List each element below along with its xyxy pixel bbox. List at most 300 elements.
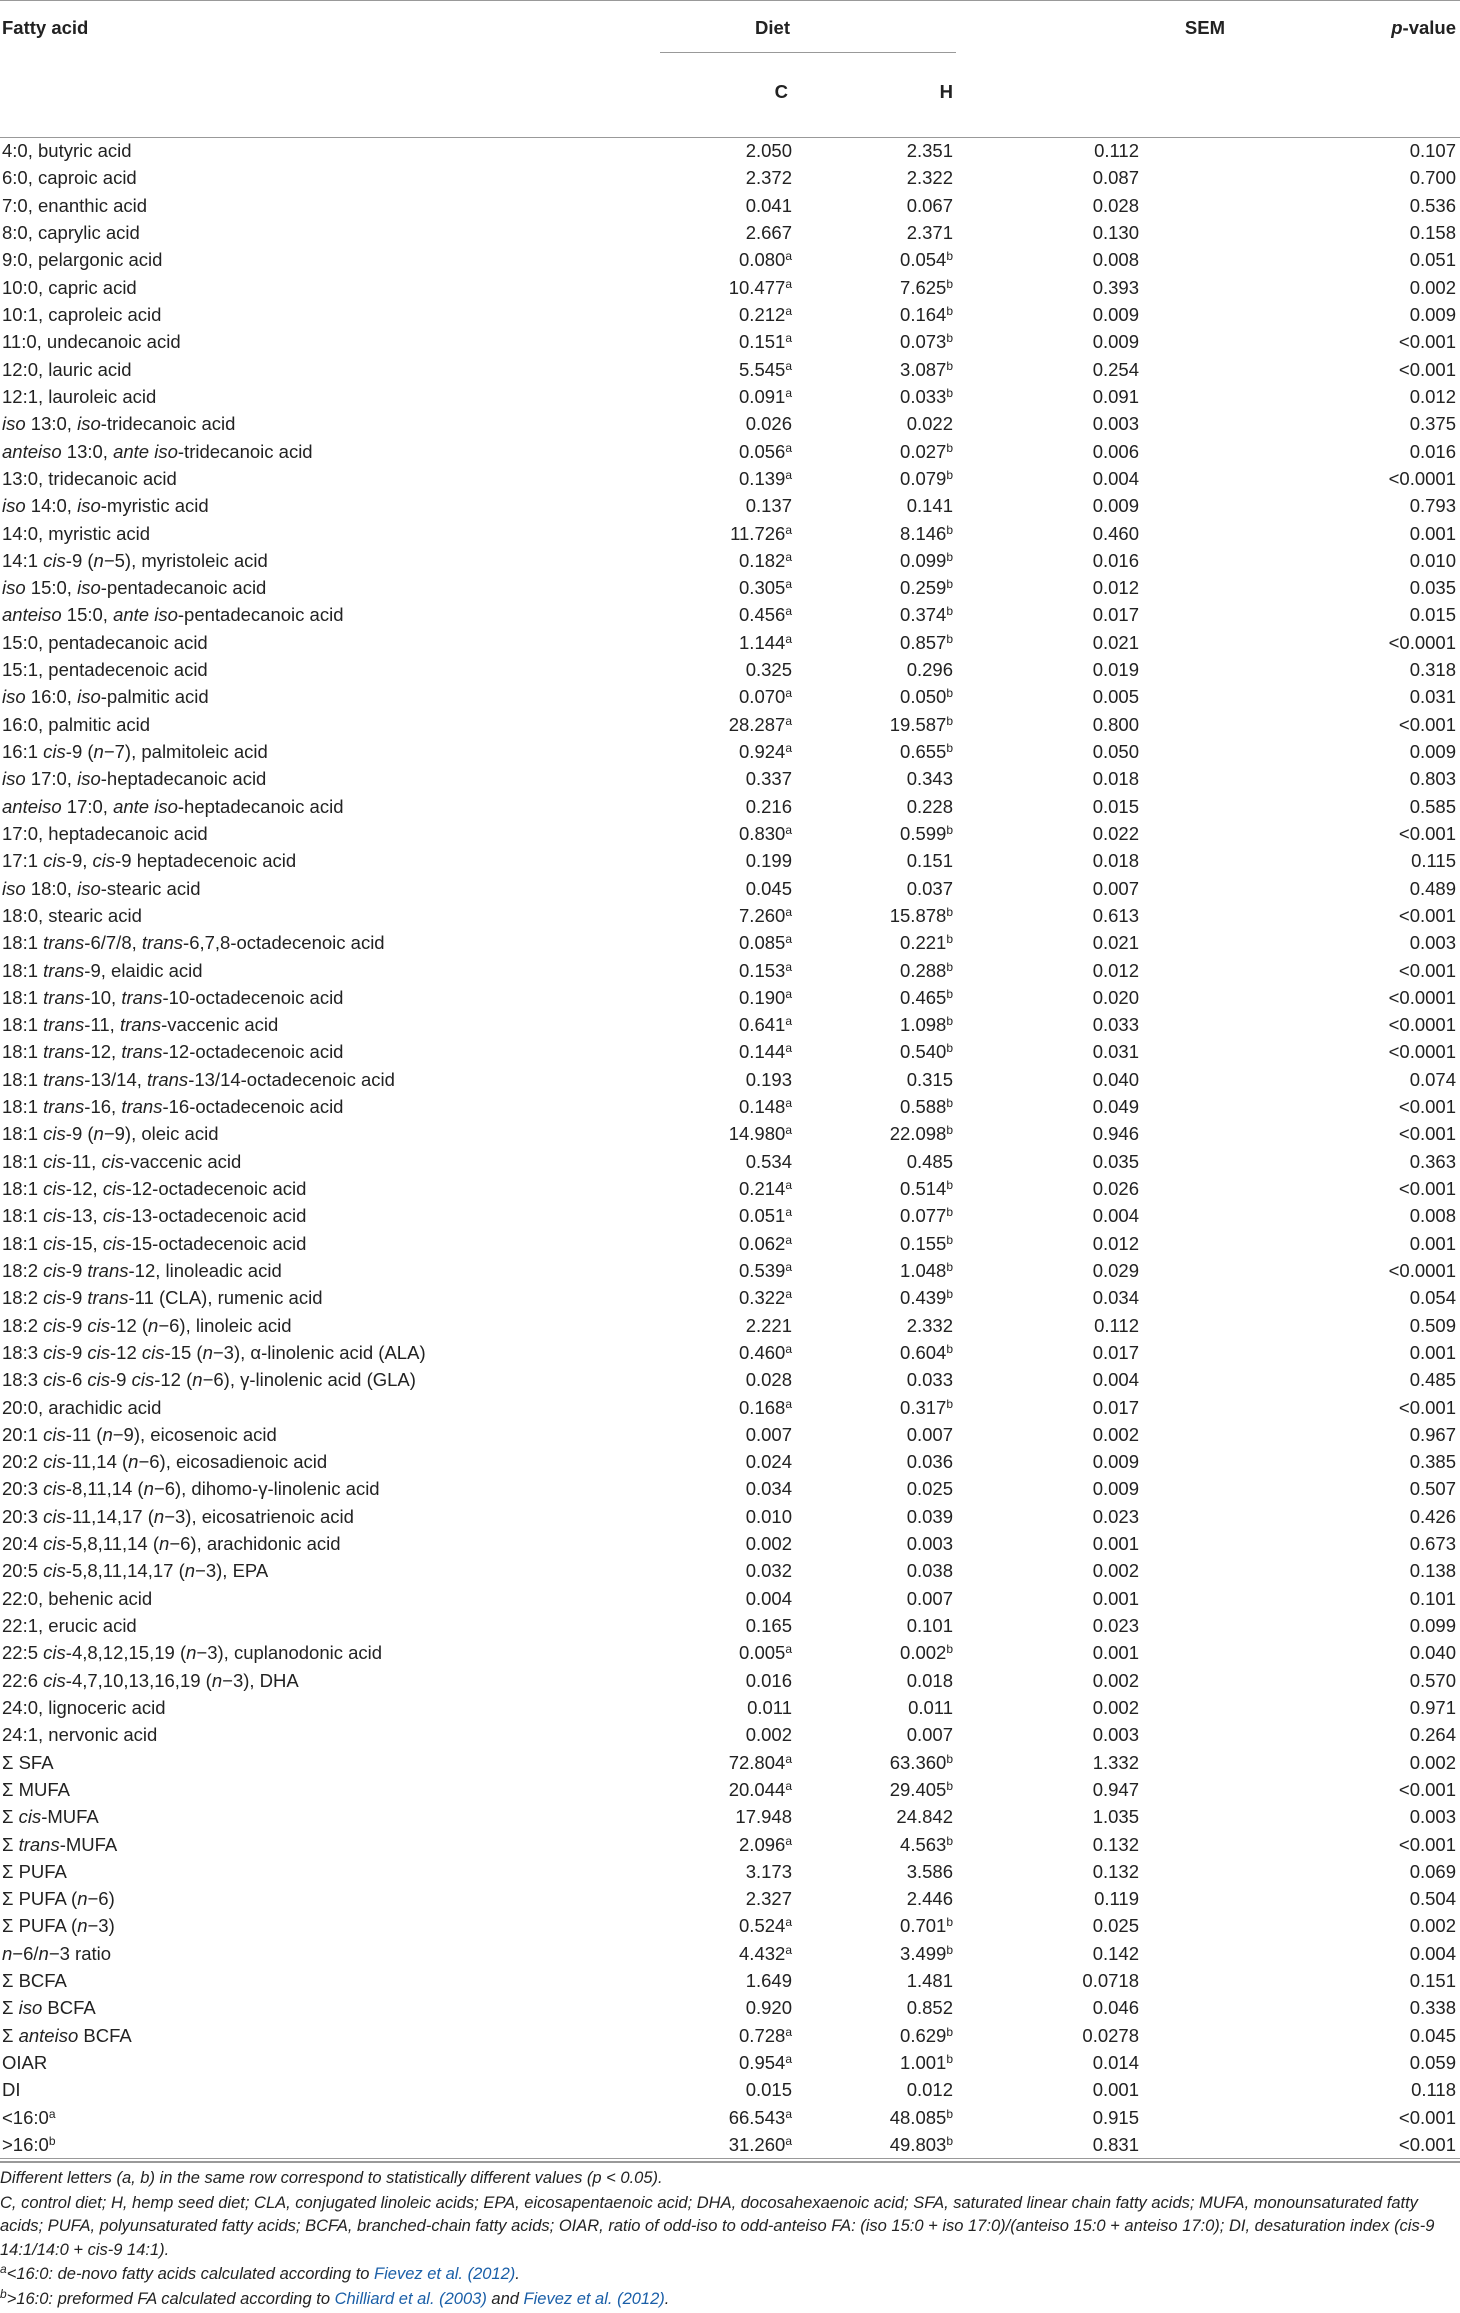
sem-cell-value: 0.002: [1092, 1696, 1140, 1718]
significance-letter: b: [946, 2106, 954, 2121]
diet-h-cell: [814, 602, 957, 629]
name-segment: −6), eicosadienoic acid: [138, 1451, 328, 1473]
significance-letter: a: [785, 440, 792, 455]
citation-link-chilliard-2003[interactable]: Chilliard et al. (2003): [334, 2289, 487, 2308]
diet-h-cell: [814, 1558, 957, 1585]
pvalue-cell-value: 0.002: [1409, 276, 1457, 298]
name-segment: cis: [43, 1533, 66, 1555]
pvalue-cell: [1229, 1967, 1460, 1994]
significance-letter: a: [785, 549, 792, 564]
name-segment: -15,: [65, 1232, 103, 1254]
sem-cell: [957, 1449, 1229, 1476]
citation-link-fievez-2012[interactable]: Fievez et al. (2012): [374, 2265, 516, 2284]
sem-cell: [957, 711, 1229, 738]
sem-cell: [957, 1612, 1229, 1639]
diet-h-cell-value: 0.629: [900, 2024, 947, 2046]
name-segment: 15:1, pentadecenoic acid: [2, 659, 208, 681]
fatty-acid-name: [0, 820, 588, 847]
diet-h-cell-value: 0.465: [900, 986, 947, 1008]
diet-h-cell: [814, 930, 957, 957]
diet-h-cell-value: 4.563: [900, 1833, 947, 1855]
name-segment: 22:5: [2, 1642, 44, 1664]
sem-cell: [957, 1722, 1229, 1749]
pvalue-cell: [1229, 2077, 1460, 2104]
diet-c-cell: [588, 957, 814, 984]
sem-cell-value: 0.254: [1092, 358, 1140, 380]
name-segment: 16:0,: [25, 686, 78, 708]
pvalue-cell: [1229, 520, 1460, 547]
fatty-acid-name: [0, 465, 588, 492]
significance-letter: a: [785, 1642, 792, 1657]
pvalue-cell-value: 0.536: [1409, 194, 1457, 216]
name-segment: cis: [43, 1287, 66, 1309]
name-segment: cis: [87, 1314, 110, 1336]
table-row: [0, 902, 1460, 929]
sem-cell: [957, 1558, 1229, 1585]
diet-h-cell-value: 1.481: [906, 1970, 954, 1992]
header-pvalue-rest: -value: [1402, 17, 1457, 38]
diet-c-cell-value: 0.199: [745, 850, 792, 872]
fatty-acid-name: [0, 1913, 588, 1940]
table-row: [0, 138, 1460, 165]
name-segment: cis: [43, 1123, 66, 1145]
diet-c-cell-value: 2.372: [745, 167, 792, 189]
fatty-acid-name: [0, 547, 588, 574]
pvalue-cell: [1229, 274, 1460, 301]
sem-cell: [957, 2022, 1229, 2049]
pvalue-cell: [1229, 1230, 1460, 1257]
diet-h-cell-value: 0.374: [900, 604, 947, 626]
diet-h-cell: [814, 1367, 957, 1394]
significance-letter: b: [946, 959, 954, 974]
pvalue-cell-value: <0.001: [1398, 822, 1457, 844]
header-spacer: [1229, 69, 1460, 138]
diet-c-cell: [588, 1012, 814, 1039]
footer-rule: [0, 2161, 1460, 2163]
name-segment: n: [202, 1341, 213, 1363]
diet-c-cell-value: 0.190: [739, 986, 786, 1008]
name-segment: −3), EPA: [195, 1560, 269, 1582]
sem-cell: [957, 520, 1229, 547]
pvalue-cell-value: 0.107: [1409, 140, 1457, 162]
pvalue-cell: [1229, 1394, 1460, 1421]
sem-cell-value: 0.035: [1092, 1150, 1140, 1172]
name-segment: iso: [77, 686, 101, 708]
name-segment: 18:1: [2, 1150, 44, 1172]
diet-c-cell: [588, 1066, 814, 1093]
name-segment: cis: [43, 1505, 66, 1527]
sem-cell-value: 1.332: [1092, 1751, 1140, 1773]
name-segment: 18:0, stearic acid: [2, 904, 142, 926]
name-segment: 18:2: [2, 1259, 44, 1281]
significance-letter: a: [785, 1178, 792, 1193]
diet-c-cell-value: 1.144: [739, 631, 786, 653]
significance-letter: a: [785, 1915, 792, 1930]
pvalue-cell: [1229, 165, 1460, 192]
diet-h-cell-value: 0.343: [906, 768, 954, 790]
name-segment: n: [153, 1505, 165, 1527]
diet-c-cell-value: 2.096: [739, 1833, 786, 1855]
fatty-acid-name: [0, 1585, 588, 1612]
diet-h-cell-value: 1.048: [900, 1259, 947, 1281]
diet-c-cell-value: 0.524: [739, 1915, 786, 1937]
name-segment: cis: [43, 1314, 66, 1336]
sem-cell-value: 0.033: [1092, 1014, 1140, 1036]
sem-cell-value: 0.800: [1092, 713, 1140, 735]
diet-h-cell: [814, 1394, 957, 1421]
table-row: [0, 1503, 1460, 1530]
name-segment: Σ: [2, 1997, 19, 2019]
name-segment: n: [77, 1915, 88, 1937]
diet-c-cell: [588, 1175, 814, 1202]
name-segment: cis: [43, 741, 66, 763]
diet-c-cell: [588, 247, 814, 274]
table-row: [0, 411, 1460, 438]
sem-cell: [957, 1585, 1229, 1612]
pvalue-cell-value: <0.001: [1398, 331, 1457, 353]
diet-h-cell-value: 0.101: [906, 1615, 954, 1637]
diet-c-cell-value: 66.543: [728, 2106, 786, 2128]
sem-cell: [957, 1995, 1229, 2022]
name-segment: 18:1: [2, 1232, 44, 1254]
pvalue-cell: [1229, 1257, 1460, 1284]
pvalue-cell: [1229, 1585, 1460, 1612]
significance-letter: b: [946, 276, 954, 291]
significance-letter: b: [946, 577, 954, 592]
table-row: [0, 1285, 1460, 1312]
significance-letter: b: [946, 1642, 954, 1657]
sem-cell-value: 0.019: [1092, 659, 1140, 681]
pvalue-cell: [1229, 2131, 1460, 2158]
header-pvalue-p: p: [1391, 17, 1403, 38]
name-segment: 15:0,: [25, 577, 78, 599]
pvalue-cell: [1229, 219, 1460, 246]
significance-letter: a: [785, 604, 792, 619]
diet-h-cell: [814, 547, 957, 574]
fatty-acid-name: [0, 1722, 588, 1749]
sem-cell: [957, 1421, 1229, 1448]
diet-c-cell: [588, 1503, 814, 1530]
name-segment: -vaccenic acid: [161, 1014, 279, 1036]
significance-letter: b: [946, 1942, 954, 1957]
name-segment: 18:1: [2, 959, 44, 981]
pvalue-cell: [1229, 848, 1460, 875]
name-segment: −9), oleic acid: [103, 1123, 219, 1145]
table-row: [0, 2049, 1460, 2076]
sem-cell: [957, 1667, 1229, 1694]
pvalue-cell-value: <0.001: [1398, 1778, 1457, 1800]
diet-h-cell: [814, 383, 957, 410]
fatty-acid-name: [0, 2104, 588, 2131]
diet-h-cell-value: 2.351: [906, 140, 954, 162]
sem-cell-value: 0.947: [1092, 1778, 1140, 1800]
diet-c-cell-value: 0.032: [745, 1560, 792, 1582]
sem-cell-value: 0.034: [1092, 1287, 1140, 1309]
table-row: [0, 1039, 1460, 1066]
significance-letter: a: [785, 385, 792, 400]
sem-cell: [957, 1831, 1229, 1858]
name-segment: OIAR: [2, 2052, 48, 2074]
diet-h-cell: [814, 1804, 957, 1831]
pvalue-cell-value: 0.570: [1409, 1669, 1457, 1691]
name-segment: cis: [102, 1178, 126, 1200]
name-segment: -8,11,14 (: [65, 1478, 144, 1500]
pvalue-cell-value: 0.118: [1411, 2079, 1457, 2101]
pvalue-cell: [1229, 1121, 1460, 1148]
fatty-acid-name: [0, 1886, 588, 1913]
significance-letter: a: [785, 1396, 792, 1411]
table-row: [0, 1749, 1460, 1776]
significance-letter: a: [785, 1014, 792, 1029]
name-segment: -15-octadecenoic acid: [125, 1232, 307, 1254]
diet-h-cell-value: 0.228: [906, 795, 954, 817]
name-segment: 18:1: [2, 986, 44, 1008]
significance-letter: b: [946, 1014, 954, 1029]
table-row: [0, 1175, 1460, 1202]
name-segment: ante iso: [113, 604, 178, 626]
pvalue-cell-value: 0.099: [1409, 1615, 1457, 1637]
sem-cell: [957, 356, 1229, 383]
fatty-acid-name: [0, 356, 588, 383]
name-segment: anteiso: [2, 604, 62, 626]
significance-letter: a: [785, 2106, 792, 2121]
pvalue-cell: [1229, 1066, 1460, 1093]
pvalue-cell-value: <0.0001: [1388, 1014, 1457, 1036]
diet-c-cell: [588, 656, 814, 683]
name-segment: -12,: [65, 1178, 103, 1200]
diet-c-cell: [588, 684, 814, 711]
diet-h-cell: [814, 1012, 957, 1039]
fatty-acid-name: [0, 329, 588, 356]
fatty-acid-name: [0, 1093, 588, 1120]
pvalue-cell-value: 0.002: [1409, 1751, 1457, 1773]
diet-h-cell: [814, 1585, 957, 1612]
name-segment: 17:0,: [25, 768, 78, 790]
pvalue-cell-value: 0.385: [1409, 1451, 1457, 1473]
significance-letter: b: [946, 1123, 954, 1138]
pvalue-cell: [1229, 738, 1460, 765]
name-segment: anteiso: [2, 440, 62, 462]
name-segment: n: [186, 1642, 197, 1664]
name-segment: iso: [77, 768, 101, 790]
sem-cell-value: 0.0278: [1082, 2024, 1140, 2046]
name-segment: -9 (: [65, 741, 94, 763]
diet-c-cell: [588, 1913, 814, 1940]
table-row: [0, 1940, 1460, 1967]
name-segment: -11,14,17 (: [65, 1505, 154, 1527]
diet-c-cell-value: 1.649: [745, 1970, 792, 1992]
name-segment: 18:1: [2, 1205, 44, 1227]
diet-h-cell-value: 0.022: [906, 413, 954, 435]
table-row: [0, 602, 1460, 629]
footnote-marker: a: [48, 2106, 56, 2121]
name-segment: 13:0,: [25, 413, 78, 435]
name-segment: ante iso: [113, 795, 178, 817]
sem-cell: [957, 1694, 1229, 1721]
diet-h-cell-value: 0.012: [906, 2079, 954, 2101]
pvalue-cell-value: 0.008: [1409, 1205, 1457, 1227]
sem-cell-value: 0.046: [1092, 1997, 1140, 2019]
name-segment: −3): [87, 1915, 115, 1937]
table-row: [0, 1012, 1460, 1039]
diet-h-cell: [814, 1093, 957, 1120]
header-diet-c: C: [774, 81, 788, 102]
fatty-acid-name: [0, 1640, 588, 1667]
pvalue-cell-value: 0.363: [1409, 1150, 1457, 1172]
sem-cell: [957, 766, 1229, 793]
diet-h-cell-value: 0.604: [900, 1341, 947, 1363]
fatty-acid-name: [0, 1503, 588, 1530]
sem-cell: [957, 820, 1229, 847]
name-segment: -9: [110, 1369, 132, 1391]
significance-letter: b: [946, 1232, 954, 1247]
diet-h-cell-value: 0.039: [906, 1505, 954, 1527]
sem-cell: [957, 902, 1229, 929]
name-segment: Σ: [2, 2024, 19, 2046]
table-row: [0, 848, 1460, 875]
table-row: [0, 2077, 1460, 2104]
name-segment: trans: [43, 986, 85, 1008]
name-segment: cis: [43, 1560, 66, 1582]
sem-cell-value: 0.022: [1092, 822, 1140, 844]
footnote-b-end: .: [664, 2289, 670, 2308]
sem-cell: [957, 1312, 1229, 1339]
fatty-acid-name: [0, 1749, 588, 1776]
diet-h-cell-value: 2.371: [906, 222, 954, 244]
diet-c-cell: [588, 711, 814, 738]
diet-h-cell-value: 3.586: [906, 1860, 954, 1882]
diet-h-cell-value: 0.155: [900, 1232, 947, 1254]
diet-h-cell: [814, 957, 957, 984]
sem-cell-value: 0.009: [1092, 1451, 1140, 1473]
diet-c-cell-value: 0.005: [739, 1642, 786, 1664]
significance-letter: b: [946, 1178, 954, 1193]
diet-h-cell: [814, 1667, 957, 1694]
name-segment: BCFA: [78, 2024, 132, 2046]
significance-letter: b: [946, 822, 954, 837]
name-segment: 18:1: [2, 932, 44, 954]
name-segment: 18:2: [2, 1314, 44, 1336]
sem-cell: [957, 219, 1229, 246]
table-header: [0, 1, 1460, 138]
name-segment: trans: [43, 932, 85, 954]
name-segment: -MUFA: [41, 1806, 99, 1828]
diet-c-cell-value: 0.830: [739, 822, 786, 844]
sem-cell: [957, 1503, 1229, 1530]
fatty-acid-name: [0, 684, 588, 711]
pvalue-cell-value: 0.673: [1409, 1533, 1457, 1555]
diet-c-cell-value: 20.044: [728, 1778, 786, 1800]
sem-cell: [957, 411, 1229, 438]
table-row: [0, 1230, 1460, 1257]
diet-c-cell: [588, 1612, 814, 1639]
diet-h-cell: [814, 1530, 957, 1557]
table-row: [0, 1612, 1460, 1639]
sem-cell-value: 0.004: [1092, 467, 1140, 489]
sem-cell-value: 0.005: [1092, 686, 1140, 708]
sem-cell-value: 0.002: [1092, 1560, 1140, 1582]
table-row: [0, 274, 1460, 301]
table-row: [0, 1421, 1460, 1448]
pvalue-cell-value: 0.264: [1409, 1724, 1457, 1746]
sem-cell: [957, 1749, 1229, 1776]
table-row: [0, 301, 1460, 328]
significance-letter: b: [946, 1096, 954, 1111]
diet-c-cell: [588, 1858, 814, 1885]
diet-c-cell: [588, 1476, 814, 1503]
name-segment: 10:0, capric acid: [2, 276, 137, 298]
diet-c-cell: [588, 547, 814, 574]
name-segment: 14:0, myristic acid: [2, 522, 151, 544]
significance-letter: a: [785, 1259, 792, 1274]
fatty-acid-name: [0, 301, 588, 328]
name-segment: trans: [87, 1259, 129, 1281]
pvalue-cell: [1229, 301, 1460, 328]
sem-cell-value: 0.001: [1092, 1642, 1140, 1664]
table-row: [0, 1476, 1460, 1503]
sem-cell: [957, 1858, 1229, 1885]
sem-cell: [957, 930, 1229, 957]
name-segment: ante iso: [113, 440, 178, 462]
name-segment: 12:0, lauric acid: [2, 358, 132, 380]
significance-letter: b: [946, 986, 954, 1001]
pvalue-cell: [1229, 1667, 1460, 1694]
sem-cell-value: 0.021: [1092, 631, 1140, 653]
pvalue-cell-value: 0.016: [1409, 440, 1457, 462]
footnote-b-marker: b: [0, 2286, 7, 2301]
citation-link-fievez-2012[interactable]: Fievez et al. (2012): [523, 2289, 665, 2308]
pvalue-cell-value: 0.375: [1409, 413, 1457, 435]
name-segment: cis: [87, 1369, 110, 1391]
diet-h-cell-value: 0.079: [900, 467, 947, 489]
sem-cell-value: 0.014: [1092, 2052, 1140, 2074]
sem-cell-value: 0.029: [1092, 1259, 1140, 1281]
diet-c-cell-value: 4.432: [739, 1942, 786, 1964]
fatty-acid-name: [0, 875, 588, 902]
name-segment: 20:0, arachidic acid: [2, 1396, 162, 1418]
fatty-acid-name: [0, 274, 588, 301]
table-row: [0, 465, 1460, 492]
name-segment: Σ BCFA: [2, 1970, 67, 1992]
significance-letter: b: [946, 686, 954, 701]
fatty-acid-name: [0, 1667, 588, 1694]
sem-cell: [957, 1804, 1229, 1831]
pvalue-cell: [1229, 575, 1460, 602]
significance-letter: a: [785, 1287, 792, 1302]
table-row: [0, 1093, 1460, 1120]
name-segment: −3), α-linolenic acid (ALA): [212, 1341, 426, 1363]
pvalue-cell: [1229, 1995, 1460, 2022]
name-segment: −6), γ-linolenic acid (GLA): [202, 1369, 416, 1391]
diet-c-cell: [588, 820, 814, 847]
name-segment: iso: [2, 768, 26, 790]
diet-h-cell: [814, 274, 957, 301]
fatty-acid-name: [0, 192, 588, 219]
pvalue-cell: [1229, 629, 1460, 656]
fatty-acid-name: [0, 1285, 588, 1312]
significance-letter: b: [946, 304, 954, 319]
diet-c-cell: [588, 602, 814, 629]
pvalue-cell-value: 0.001: [1409, 1232, 1457, 1254]
name-segment: cis: [43, 1178, 66, 1200]
significance-letter: a: [785, 331, 792, 346]
table-row: [0, 547, 1460, 574]
pvalue-cell-value: 0.138: [1409, 1560, 1457, 1582]
diet-h-cell-value: 0.002: [900, 1642, 947, 1664]
significance-letter: a: [785, 686, 792, 701]
pvalue-cell-value: 0.485: [1409, 1369, 1457, 1391]
diet-c-cell: [588, 1203, 814, 1230]
